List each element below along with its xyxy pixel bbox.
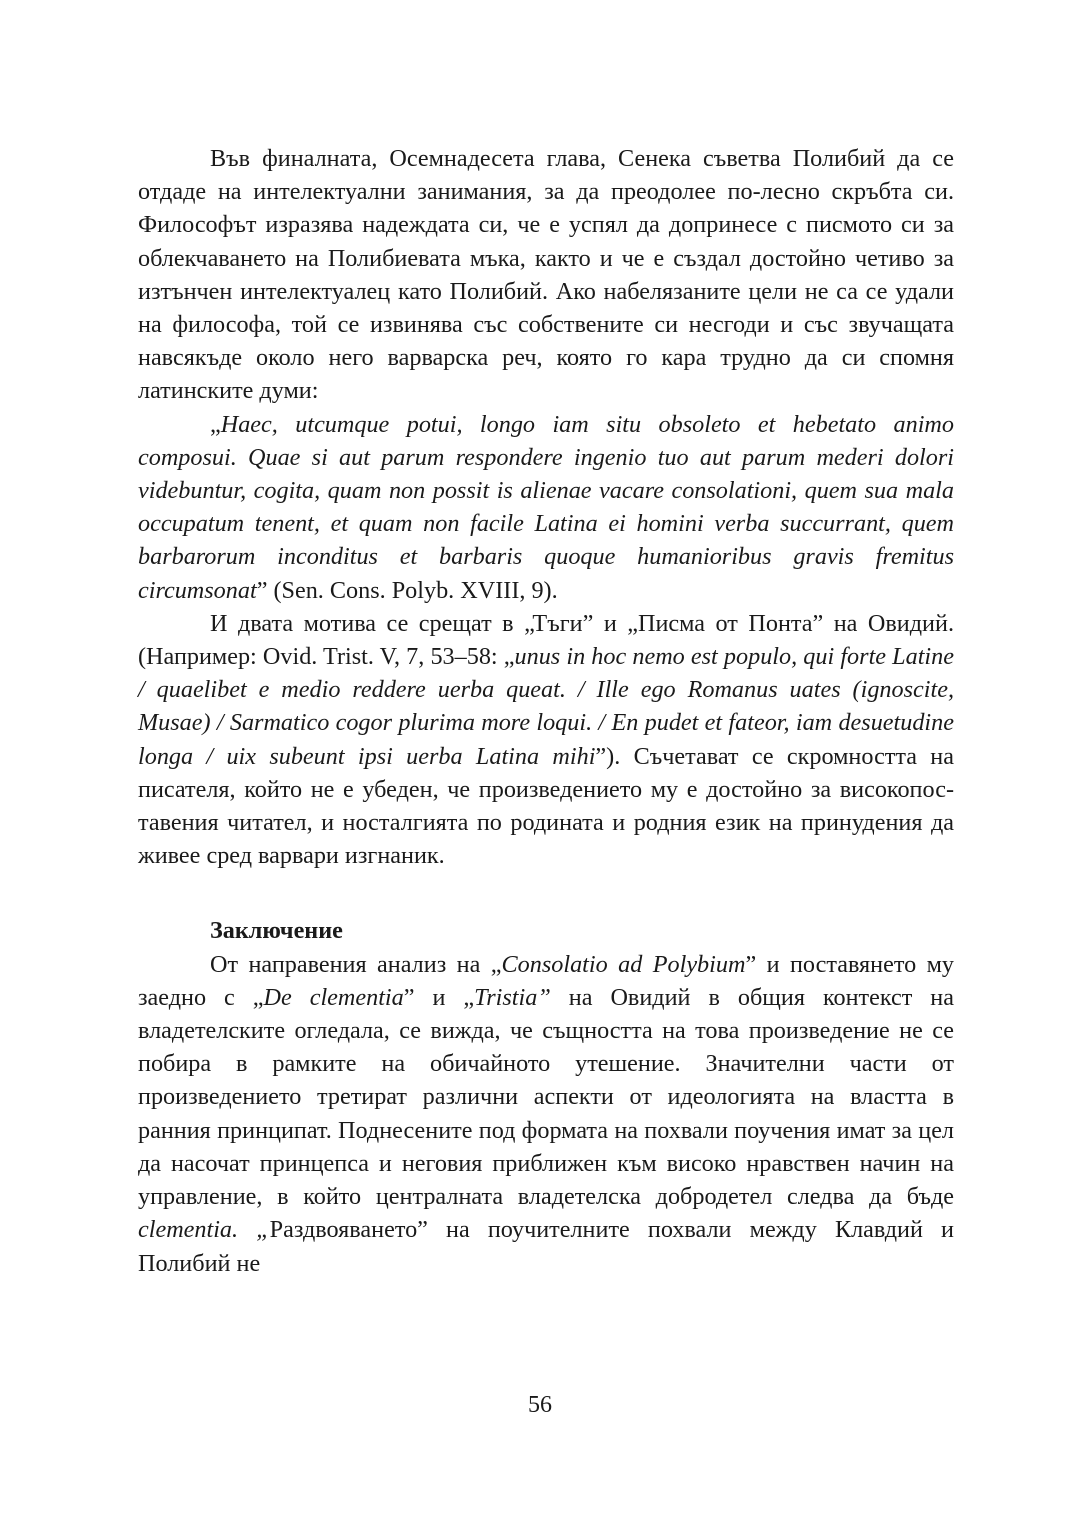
conclusion-part2: ” и поставянето му заедно с „ [138, 950, 955, 1011]
paragraph-rest: ”). Съчетават се скромността на писателя, който не е убеден, че произведението му е достойно за високопоставения читател, и носталгията по родината и родния език на принудения да живее сред варвари изгнаник. [138, 742, 954, 870]
ovid-latin-quote: unus in hoc nemo est populo, qui forte Latine / quaelibet e medio reddere uerba queat. / Ille ego Romanus uates (ignoscite, Musae) / Sarmatico cogor plurima more loqui. / En pudet et fateor, iam desuetudine longa / uix subeunt ipsi uerba Latina mihi [138, 643, 954, 770]
work-title-de-clementia: De clementia [263, 983, 404, 1011]
latin-quote-seneca [138, 408, 954, 607]
paragraph-text: Във финалната, Осемнадесета глава, Сенека съветва Полибий да се отдаде на интелектуални занимания, за да преодолее по-лесно скръбта си. Философът изразява надеждата си, че е успял да допринесе с писмото си за облекчаването на Полибиевата мъка, както и че е създал достойно четиво за изтънчен интелектуалец като Полибий. Ако набелязаните цели не са се удали на философа, той се извинява със собствените си несгоди и със звучащата навсякъде около него варварска реч, която го кара трудно да си спомня латинските думи: [138, 145, 954, 405]
paragraph-seneca-advice [138, 142, 954, 408]
paragraph-ovid-motifs [138, 607, 954, 873]
work-title-consolatio: Consolatio ad Polybium [501, 950, 746, 978]
term-clementia: clementia. „ [138, 1216, 270, 1244]
page-body [138, 142, 954, 1280]
page-number: 56 [528, 1392, 552, 1418]
conclusion-part4: на Овидий в общия контекст на владетелските огледала, се вижда, че същността на това произведение не се побира в рамките на обичайното утешение. Значителни части от произведението третират различни аспекти от идеологията на властта в ранния принципат. Поднесените под формата на похвали поучения имат за цел да насочат принцепса и неговия приближен към високо нравствен начин на управление, в който централната владетелска добродетел следва да бъде [138, 983, 954, 1211]
conclusion-part1: От направения анализ на „ [210, 950, 502, 978]
latin-quote-text: Haec, utcumque potui, longo iam situ obsoleto et hebetato animo composui. Quae si aut parum respondere ingenio tuo aut parum mederi dolori videbuntur, cogita, quam non possit is alienae vacare consolationi, quem sua mala occupatum tenent, et quam non facile Latina ei homini verba succurrant, quem barbarorum inconditus et barbaris quoque humanioribus gravis fremitus circumsonat [138, 410, 954, 604]
work-title-tristia: Tristia” [474, 983, 551, 1011]
paragraph-conclusion [138, 948, 954, 1280]
quote-citation: ” (Sen. Cons. Polyb. XVIII, 9). [256, 576, 558, 604]
conclusion-part3: ” и „ [403, 983, 475, 1011]
paragraph-intro: И двата мотива се срещат в „Тъги” и „Писма от Понта” на Овидий. (Например: Ovid. Trist. V, 7, 53–58: „ [138, 609, 954, 671]
conclusion-part5: Раздвояването” на поучителните похвали между Клавдий и Полибий не [138, 1216, 954, 1277]
section-heading-conclusion: Заключение [210, 917, 343, 945]
quote-open-mark: „ [210, 410, 221, 438]
